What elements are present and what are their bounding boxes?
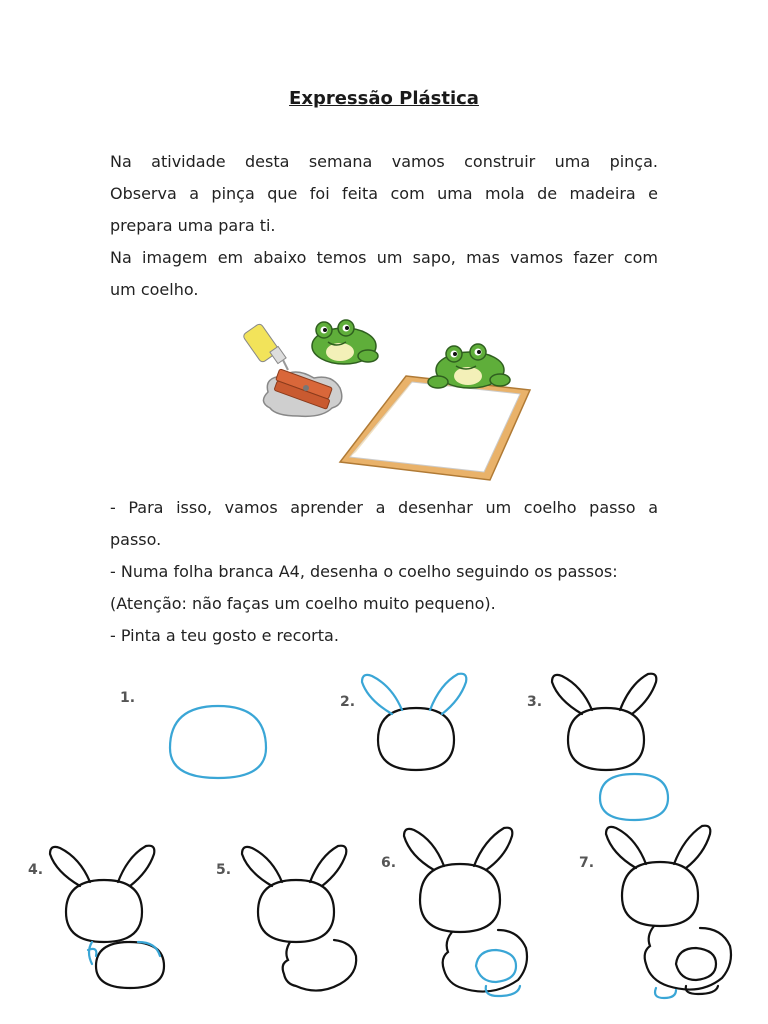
step-number-2: 2. <box>340 694 356 710</box>
glue-bottle-icon <box>242 323 288 370</box>
rabbit-steps-drawing <box>0 660 768 1024</box>
step-number-6: 6. <box>381 855 397 871</box>
rabbit-step-4 <box>50 846 164 988</box>
intro-line: Na imagem em abaixo temos um sapo, mas vamos fazer com <box>110 248 658 267</box>
instruction-line: passo. <box>110 530 162 549</box>
frog-icon <box>428 344 510 388</box>
instruction-line: (Atenção: não faças um coelho muito pequeno). <box>110 594 496 613</box>
intro-line: Observa a pinça que foi feita com uma mola de madeira e <box>110 184 658 203</box>
intro-line: um coelho. <box>110 280 199 299</box>
rabbit-step-2 <box>362 674 466 770</box>
instruction-line: - Numa folha branca A4, desenha o coelho seguindo os passos: <box>110 562 618 581</box>
intro-paragraph <box>110 146 658 306</box>
clipboard-icon <box>340 376 530 480</box>
instruction-line: - Pinta a teu gosto e recorta. <box>110 626 339 645</box>
instructions-paragraph <box>110 492 658 652</box>
step-number-7: 7. <box>579 855 595 871</box>
rabbit-step-5 <box>242 846 356 991</box>
step-number-4: 4. <box>28 862 44 878</box>
intro-line: Na atividade desta semana vamos construir uma pinça. <box>110 152 658 171</box>
rabbit-step-6 <box>404 828 527 996</box>
page-title: Expressão Plástica <box>289 88 479 109</box>
intro-line: prepara uma para ti. <box>110 216 276 235</box>
frog-clothespin-illustration <box>228 312 538 492</box>
rabbit-step-1 <box>170 706 266 778</box>
frog-icon <box>312 320 378 364</box>
rabbit-step-3 <box>552 674 668 820</box>
step-number-5: 5. <box>216 862 232 878</box>
rabbit-step-7 <box>606 826 731 998</box>
instruction-line: - Para isso, vamos aprender a desenhar um coelho passo a <box>110 498 658 517</box>
step-number-3: 3. <box>527 694 543 710</box>
step-number-1: 1. <box>120 690 136 706</box>
